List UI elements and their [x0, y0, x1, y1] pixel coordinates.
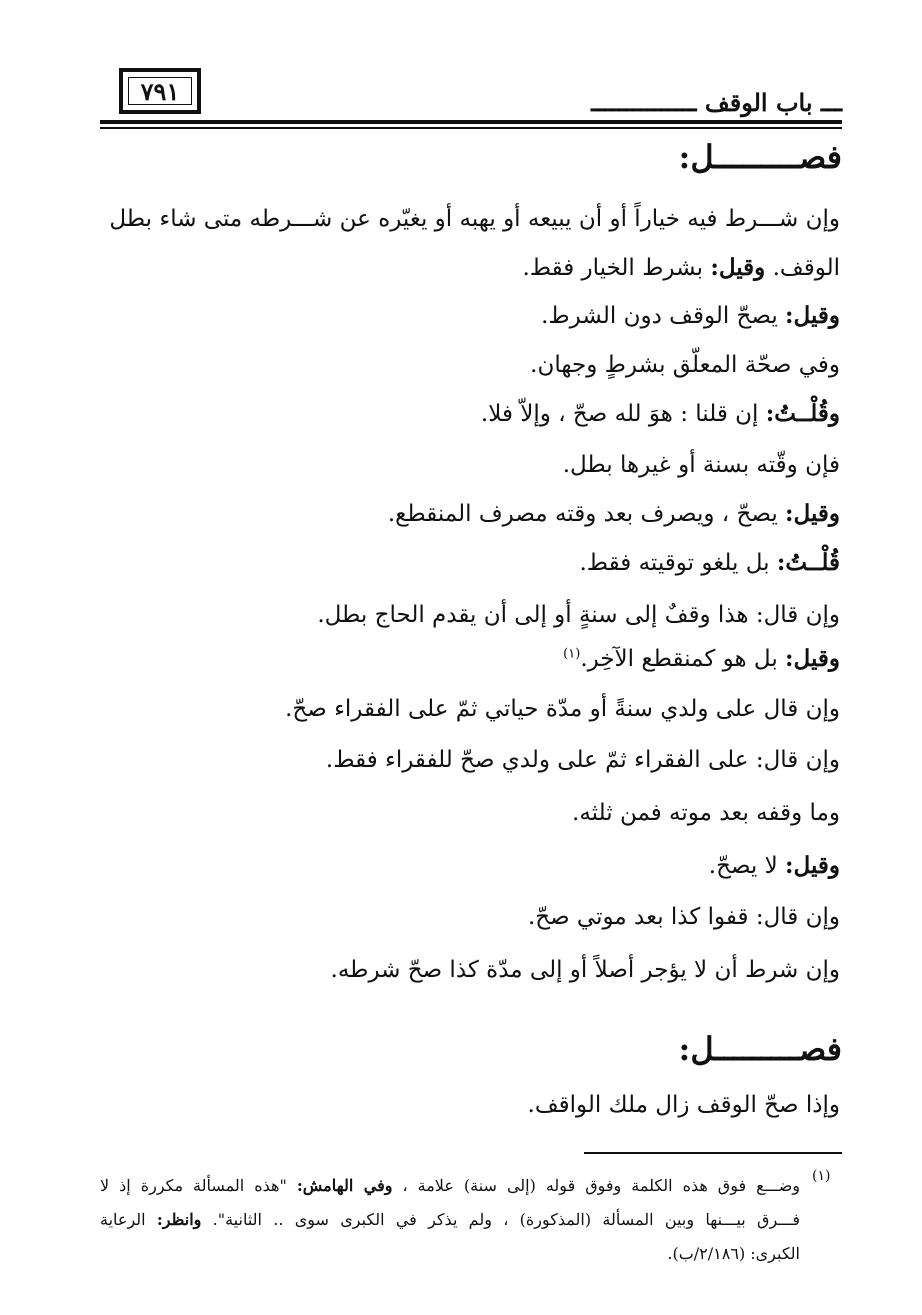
text-line: وإن شـــرط فيه خياراً أو أن يبيعه أو يهبه أو يغيّره عن شـــرطه متى شاء بطل — [109, 206, 840, 232]
text-line: وإن قال: على الفقراء ثمّ على ولدي صحّ للفقراء فقط. — [325, 747, 840, 773]
footnote-ref: (١) — [563, 646, 581, 662]
footnote-keyword: وانظر: — [156, 1210, 202, 1229]
header-rule-thin — [100, 127, 842, 129]
text-line: وإن شرط أن لا يؤجر أصلاً أو إلى مدّة كذا صحّ شرطه. — [330, 957, 840, 983]
text-line: وما وقفه بعد موته فمن ثلثه. — [572, 800, 840, 826]
section-heading: فصـــــــــل: — [678, 1030, 842, 1068]
keyword-qila: وقيل: — [785, 645, 840, 672]
keyword-qila: وقيل: — [710, 254, 766, 281]
footnote-line: وضـــع فوق هذه الكلمة وفوق قوله (إلى سنة) علامة ، وفي الهامش: "هذه المسألة مكررة إذ لا — [100, 1176, 801, 1195]
keyword-qila: وقيل: — [785, 302, 840, 329]
header-rule — [100, 120, 842, 124]
footnote-rule — [584, 1152, 842, 1154]
keyword-qultu: وقُلْــتُ: — [765, 400, 840, 427]
text-line: الوقف. وقيل: بشرط الخيار فقط. — [522, 254, 840, 281]
text-line: وإذا صحّ الوقف زال ملك الواقف. — [527, 1092, 840, 1118]
text-line: وقيل: لا يصحّ. — [708, 852, 840, 879]
text-line: وإن قال: هذا وقفٌ إلى سنةٍ أو إلى أن يقدم الحاج بطل. — [317, 602, 840, 628]
keyword-qila: وقيل: — [785, 852, 840, 879]
text-line: وفي صحّة المعلّق بشرطٍ وجهان. — [530, 352, 840, 378]
text-line: وقيل: يصحّ الوقف دون الشرط. — [541, 302, 840, 329]
text-line: وقيل: بل هو كمنقطع الآخِر.$^{(١)}$ — [563, 645, 840, 672]
text-line: وقُلْــتُ: إن قلنا : هوَ لله صحّ ، وإلاّ فلا. — [480, 400, 840, 427]
keyword-qultu: قُلْــتُ: — [776, 549, 840, 576]
keyword-qila: وقيل: — [785, 500, 840, 527]
footnote-line: الكبرى: (٢/١٨٦/ب). — [667, 1244, 800, 1263]
running-header — [100, 88, 842, 118]
footnote-marker: (١) — [812, 1168, 831, 1184]
text-line: وإن قال على ولدي سنةً أو مدّة حياتي ثمّ على الفقراء صحّ. — [285, 696, 840, 722]
text-line: فإن وقّته بسنة أو غيرها بطل. — [562, 452, 840, 478]
text-line: وإن قال: قفوا كذا بعد موتي صحّ. — [527, 904, 840, 930]
footnote-line: فـــرق بيـــنها وبين المسألة (المذكورة) ، ولم يذكر في الكبرى سوى .. الثانية". وانظر: الرعاية — [100, 1210, 800, 1229]
section-heading: فصـــــــــل: — [678, 138, 842, 176]
text-line: وقيل: يصحّ ، ويصرف بعد وقته مصرف المنقطع. — [387, 500, 840, 527]
footnote-keyword: وفي الهامش: — [296, 1176, 393, 1195]
chapter-title: ـــ باب الوقف ـــــــــــــــ — [591, 88, 842, 117]
text-line: قُلْــتُ: بل يلغو توقيته فقط. — [579, 549, 840, 576]
page-number: ٧٩١ — [140, 76, 180, 106]
